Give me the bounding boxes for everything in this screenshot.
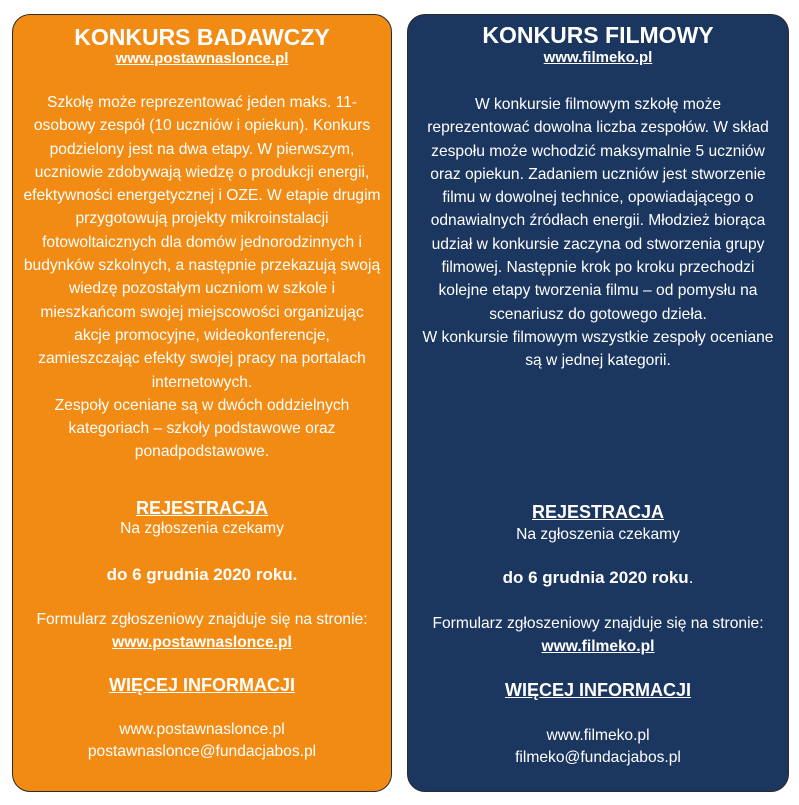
registration-heading: REJESTRACJA [531, 502, 665, 522]
contact-email[interactable]: postawnaslonce@fundacjabos.pl [87, 742, 317, 760]
form-link[interactable]: www.filmeko.pl [541, 638, 655, 655]
more-info-heading: WIĘCEJ INFORMACJI [108, 675, 295, 695]
card-title: KONKURS BADAWCZY [74, 24, 330, 50]
form-text: Formularz zgłoszeniowy znajduje się na stronie: [36, 611, 368, 628]
card-title: KONKURS FILMOWY [482, 22, 714, 48]
form-info [428, 612, 768, 658]
deadline-text [408, 567, 788, 589]
website-link[interactable]: www.postawnaslonce.pl [115, 50, 289, 67]
form-info [33, 608, 371, 654]
waiting-text: Na zgłoszenia czekamy [516, 526, 680, 543]
description-paragraph: Szkołę może reprezentować jeden maks. 11-osobowy zespół (10 uczniów i opiekun). Konkurs podzielony jest na dwa etapy. W pierwszym, uczniowie zdobywają wiedzę o produkcji energii, efektywności energetycznej i OZE. W etapie drugim przygotowują projekty mikroinstalacji fotowoltaicznych dla domów jednorodzinnych i budynków szkolnych, a następnie przekazują swoją wiedzę pozostałym uczniom w szkole i mieszkańcom swojej miejscowości organizując akcje promocyjne, wideokonferencje, zamieszczając efekty swojej pracy na portalach internetowych. [23, 94, 381, 391]
contact-url[interactable]: www.postawnaslonce.pl [119, 721, 285, 738]
form-text: Formularz zgłoszeniowy znajduje się na stronie: [432, 615, 764, 632]
contest-description [422, 93, 774, 373]
waiting-text: Na zgłoszenia czekamy [120, 520, 284, 537]
contact-url[interactable]: www.filmeko.pl [546, 727, 650, 744]
more-info-heading: WIĘCEJ INFORMACJI [504, 680, 691, 700]
contest-description [23, 91, 381, 464]
description-paragraph: W konkursie filmowym szkołę może reprezentować dowolna liczba zespołów. W skład zespołu może wchodzić maksymalnie 5 uczniów oraz opiekun. Zadaniem uczniów jest stworzenie filmu w dowolnej technice, opowiadającego o odnawialnych źródłach energii. Młodzież biorąca udział w konkursie zaczyna od stworzenia grupy filmowej. Następnie krok po kroku przechodzi kolejne etapy tworzenia filmu – od pomysłu na scenariusz do gotowego dzieła. [427, 96, 769, 323]
description-categories: W konkursie filmowym wszystkie zespoły oceniane są w jednej kategorii. [422, 328, 774, 370]
research-contest-card [12, 14, 392, 792]
film-contest-card [407, 14, 789, 792]
contact-email[interactable]: filmeko@fundacjabos.pl [515, 748, 681, 766]
registration-heading: REJESTRACJA [135, 498, 269, 518]
contact-block [13, 719, 391, 762]
description-categories: Zespoły oceniane są w dwóch oddzielnych kategoriach – szkoły podstawowe oraz ponadpodstawowe. [54, 396, 350, 461]
website-link[interactable]: www.filmeko.pl [543, 49, 653, 66]
form-link[interactable]: www.postawnaslonce.pl [112, 634, 292, 651]
contact-block [408, 725, 788, 768]
deadline-value: do 6 grudnia 2020 roku [502, 568, 689, 587]
deadline-period: . [688, 568, 694, 587]
deadline-text: do 6 grudnia 2020 roku. [106, 565, 298, 584]
